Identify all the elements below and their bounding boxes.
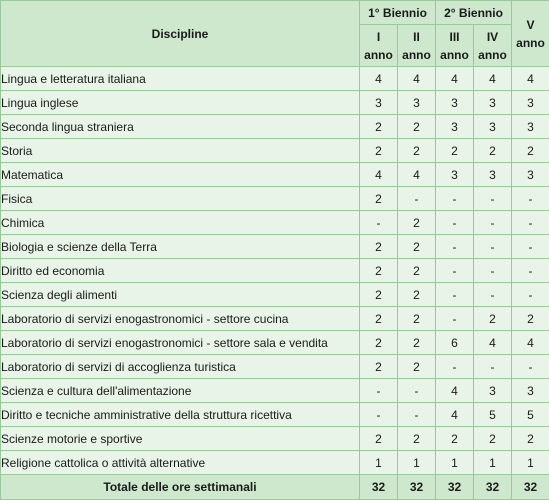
table-row bbox=[1, 403, 549, 427]
subject-name: Matematica bbox=[1, 163, 360, 187]
hours-cell: 2 bbox=[360, 283, 398, 307]
hours-cell: - bbox=[436, 283, 474, 307]
table-row bbox=[1, 235, 549, 259]
hours-cell: 2 bbox=[398, 235, 436, 259]
hours-cell: 3 bbox=[512, 379, 549, 403]
biennio1-header: 1° Biennio bbox=[360, 1, 436, 25]
table-row bbox=[1, 139, 549, 163]
subject-name: Biologia e scienze della Terra bbox=[1, 235, 360, 259]
subject-name: Laboratorio di servizi di accoglienza turistica bbox=[1, 355, 360, 379]
hours-cell: 2 bbox=[360, 427, 398, 451]
hours-cell: 2 bbox=[398, 115, 436, 139]
year-4-header: IV anno bbox=[474, 25, 512, 67]
hours-cell: 2 bbox=[360, 139, 398, 163]
hours-cell: 2 bbox=[398, 331, 436, 355]
hours-cell: 2 bbox=[398, 427, 436, 451]
hours-cell: - bbox=[436, 307, 474, 331]
hours-cell: 3 bbox=[512, 115, 549, 139]
table-row bbox=[1, 91, 549, 115]
hours-cell: 2 bbox=[360, 115, 398, 139]
hours-cell: - bbox=[474, 187, 512, 211]
hours-cell: 2 bbox=[360, 307, 398, 331]
discipline-header: Discipline bbox=[1, 1, 360, 67]
hours-cell: 1 bbox=[360, 451, 398, 475]
hours-cell: 2 bbox=[360, 259, 398, 283]
hours-cell: 2 bbox=[398, 283, 436, 307]
year-3-header: III anno bbox=[436, 25, 474, 67]
subject-name: Scienza degli alimenti bbox=[1, 283, 360, 307]
table-row bbox=[1, 211, 549, 235]
hours-cell: - bbox=[398, 403, 436, 427]
subject-name: Diritto ed economia bbox=[1, 259, 360, 283]
table-body bbox=[1, 67, 549, 500]
subject-name: Chimica bbox=[1, 211, 360, 235]
hours-cell: 5 bbox=[512, 403, 549, 427]
hours-cell: 4 bbox=[512, 67, 549, 91]
hours-cell: 2 bbox=[474, 307, 512, 331]
subject-name: Diritto e tecniche amministrative della struttura ricettiva bbox=[1, 403, 360, 427]
hours-cell: - bbox=[398, 187, 436, 211]
hours-cell: 2 bbox=[436, 427, 474, 451]
hours-cell: - bbox=[512, 211, 549, 235]
hours-cell: 1 bbox=[474, 451, 512, 475]
hours-cell: 3 bbox=[436, 91, 474, 115]
hours-cell: 4 bbox=[360, 67, 398, 91]
hours-cell: - bbox=[512, 355, 549, 379]
hours-cell: - bbox=[436, 259, 474, 283]
hours-cell: 2 bbox=[398, 307, 436, 331]
year-2-header: II anno bbox=[398, 25, 436, 67]
table-row bbox=[1, 67, 549, 91]
total-cell: 32 bbox=[474, 475, 512, 500]
hours-cell: 4 bbox=[436, 403, 474, 427]
table-row bbox=[1, 187, 549, 211]
hours-cell: - bbox=[474, 283, 512, 307]
biennio2-header: 2° Biennio bbox=[436, 1, 512, 25]
hours-cell: 3 bbox=[398, 91, 436, 115]
v-anno-header: V anno bbox=[512, 1, 549, 67]
hours-cell: - bbox=[436, 211, 474, 235]
hours-cell: 1 bbox=[398, 451, 436, 475]
hours-cell: 2 bbox=[474, 139, 512, 163]
hours-cell: 1 bbox=[512, 451, 549, 475]
hours-cell: - bbox=[436, 355, 474, 379]
subject-name: Fisica bbox=[1, 187, 360, 211]
table-row bbox=[1, 451, 549, 475]
subject-name: Seconda lingua straniera bbox=[1, 115, 360, 139]
table-row bbox=[1, 307, 549, 331]
hours-cell: 2 bbox=[360, 187, 398, 211]
hours-cell: 4 bbox=[398, 163, 436, 187]
hours-cell: 2 bbox=[360, 235, 398, 259]
hours-cell: 4 bbox=[436, 67, 474, 91]
subject-name: Lingua inglese bbox=[1, 91, 360, 115]
hours-cell: 3 bbox=[512, 91, 549, 115]
hours-cell: 2 bbox=[512, 427, 549, 451]
year-1-header: I anno bbox=[360, 25, 398, 67]
subject-name: Scienza e cultura dell'alimentazione bbox=[1, 379, 360, 403]
hours-cell: 2 bbox=[512, 139, 549, 163]
table-row bbox=[1, 259, 549, 283]
hours-cell: 4 bbox=[512, 331, 549, 355]
hours-cell: 2 bbox=[360, 355, 398, 379]
table-row bbox=[1, 427, 549, 451]
table-row bbox=[1, 283, 549, 307]
subject-name: Laboratorio di servizi enogastronomici - settore sala e vendita bbox=[1, 331, 360, 355]
hours-cell: - bbox=[360, 379, 398, 403]
hours-cell: 2 bbox=[474, 427, 512, 451]
hours-cell: - bbox=[474, 355, 512, 379]
table-row bbox=[1, 379, 549, 403]
total-cell: 32 bbox=[360, 475, 398, 500]
table-row bbox=[1, 331, 549, 355]
hours-cell: 4 bbox=[436, 379, 474, 403]
subject-name: Lingua e letteratura italiana bbox=[1, 67, 360, 91]
hours-cell: - bbox=[474, 235, 512, 259]
hours-cell: 3 bbox=[474, 163, 512, 187]
hours-cell: 3 bbox=[360, 91, 398, 115]
hours-cell: 3 bbox=[436, 115, 474, 139]
hours-cell: - bbox=[360, 211, 398, 235]
hours-cell: 3 bbox=[474, 379, 512, 403]
hours-cell: 2 bbox=[360, 331, 398, 355]
table-row bbox=[1, 163, 549, 187]
subject-name: Religione cattolica o attività alternative bbox=[1, 451, 360, 475]
total-cell: 32 bbox=[436, 475, 474, 500]
hours-cell: - bbox=[436, 187, 474, 211]
hours-cell: - bbox=[398, 379, 436, 403]
hours-cell: 3 bbox=[436, 163, 474, 187]
subject-name: Scienze motorie e sportive bbox=[1, 427, 360, 451]
table-row bbox=[1, 355, 549, 379]
hours-cell: 4 bbox=[474, 331, 512, 355]
subject-name: Laboratorio di servizi enogastronomici - settore cucina bbox=[1, 307, 360, 331]
total-row bbox=[1, 475, 549, 500]
hours-cell: 5 bbox=[474, 403, 512, 427]
hours-cell: 2 bbox=[398, 259, 436, 283]
hours-cell: - bbox=[512, 259, 549, 283]
hours-cell: 2 bbox=[436, 139, 474, 163]
hours-cell: 4 bbox=[474, 67, 512, 91]
hours-cell: - bbox=[360, 403, 398, 427]
total-label: Totale delle ore settimanali bbox=[1, 475, 360, 500]
total-cell: 32 bbox=[398, 475, 436, 500]
hours-cell: 1 bbox=[436, 451, 474, 475]
hours-cell: - bbox=[474, 259, 512, 283]
hours-cell: 4 bbox=[360, 163, 398, 187]
total-cell: 32 bbox=[512, 475, 549, 500]
hours-cell: 2 bbox=[512, 307, 549, 331]
hours-cell: 2 bbox=[398, 139, 436, 163]
hours-cell: - bbox=[512, 235, 549, 259]
hours-cell: 4 bbox=[398, 67, 436, 91]
hours-cell: - bbox=[512, 187, 549, 211]
hours-cell: 6 bbox=[436, 331, 474, 355]
hours-cell: - bbox=[474, 211, 512, 235]
hours-cell: 3 bbox=[474, 115, 512, 139]
subject-name: Storia bbox=[1, 139, 360, 163]
hours-cell: - bbox=[512, 283, 549, 307]
hours-cell: 3 bbox=[474, 91, 512, 115]
hours-cell: - bbox=[436, 235, 474, 259]
hours-cell: 3 bbox=[512, 163, 549, 187]
hours-cell: 2 bbox=[398, 211, 436, 235]
hours-cell: 2 bbox=[398, 355, 436, 379]
table-row bbox=[1, 115, 549, 139]
